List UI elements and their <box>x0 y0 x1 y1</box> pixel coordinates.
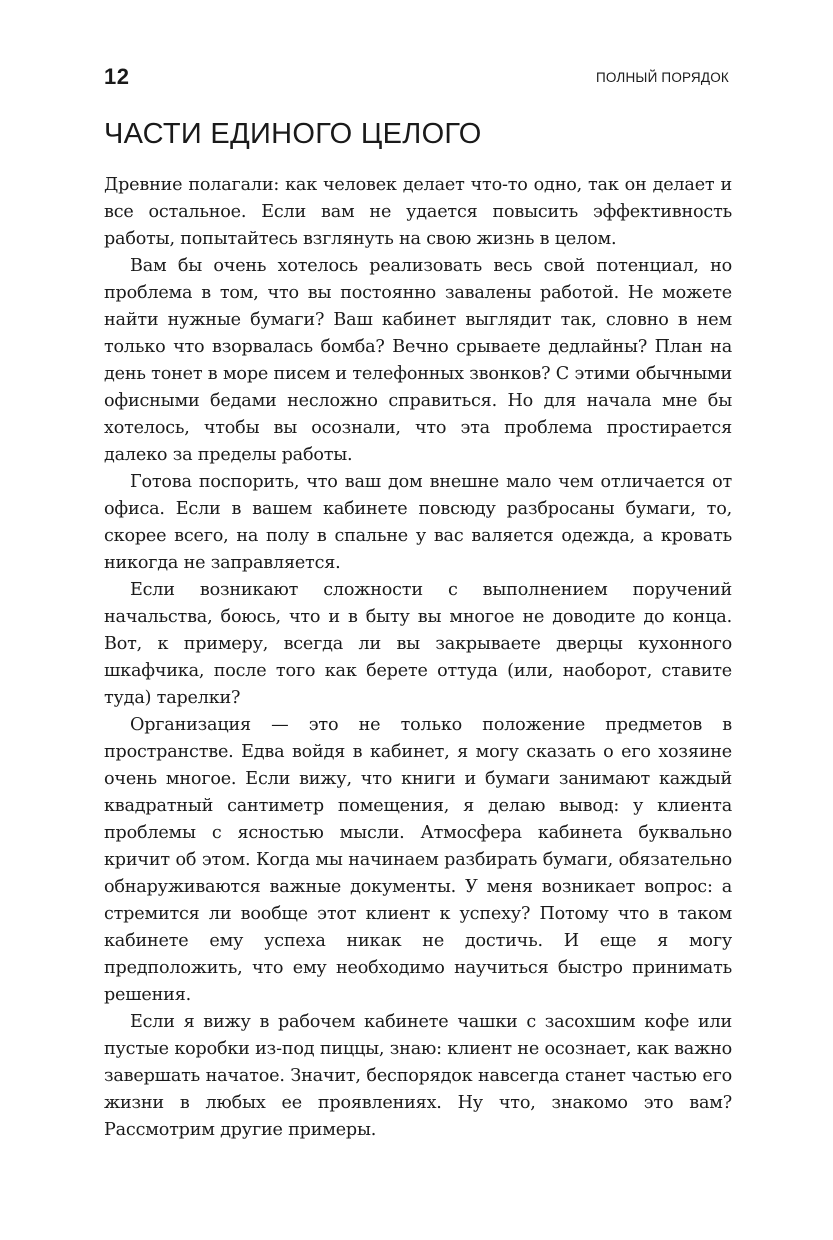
paragraph: Вам бы очень хотелось реализовать весь свой потенциал, но проблема в том, что вы постоянно завалены работой. Не можете найти нужные бумаги? Ваш кабинет выглядит так, словно в нем только что взорвалась бомба? Вечно срываете дедлайны? План на день тонет в море писем и телефонных звонков? С этими обычными офисными бедами несложно справиться. Но для начала мне бы хотелось, чтобы вы осознали, что эта проблема простирается далеко за пределы работы. <box>104 256 732 465</box>
paragraph: Организация — это не только положение предметов в пространстве. Едва войдя в кабинет, я могу сказать о его хозяине очень многое. Если вижу, что книги и бумаги занимают каждый квадратный сантиметр помещения, я делаю вывод: у клиента проблемы с ясностью мысли. Атмосфера кабинета буквально кричит об этом. Когда мы начинаем разбирать бумаги, обязательно обнаруживаются важные документы. У меня возникает вопрос: а стремится ли вообще этот клиент к успеху? Потому что в таком кабинете ему успеха никак не достичь. И еще я могу предположить, что ему необходимо научиться быстро принимать решения. <box>104 715 732 1005</box>
running-head: ПОЛНЫЙ ПОРЯДОК <box>595 70 729 85</box>
page-header <box>104 64 729 94</box>
paragraph: Древние полагали: как человек делает что-то одно, так он делает и все остальное. Если вам не удается повысить эффективность работы, попытайтесь взглянуть на свою жизнь в целом. <box>104 175 732 249</box>
paragraph: Готова поспорить, что ваш дом внешне мало чем отличается от офиса. Если в вашем кабинете повсюду разбросаны бумаги, то, скорее всего, на полу в спальне у вас валяется одежда, а кровать никогда не заправляется. <box>104 472 732 573</box>
paragraph: Если я вижу в рабочем кабинете чашки с засохшим кофе или пустые коробки из-под пиццы, знаю: клиент не осознает, как важно завершать начатое. Значит, беспорядок навсегда станет частью его жизни в любых ее проявлениях. Ну что, знакомо это вам? Рассмотрим другие примеры. <box>104 1012 732 1140</box>
paragraph: Если возникают сложности с выполнением поручений начальства, боюсь, что и в быту вы многое не доводите до конца. Вот, к примеру, всегда ли вы закрываете дверцы кухонного шкафчика, после того как берете оттуда (или, наоборот, ставите туда) тарелки? <box>104 580 732 708</box>
page-number: 12 <box>104 64 130 89</box>
chapter-title: ЧАСТИ ЕДИНОГО ЦЕЛОГО <box>104 118 482 150</box>
body-text <box>104 172 732 1144</box>
